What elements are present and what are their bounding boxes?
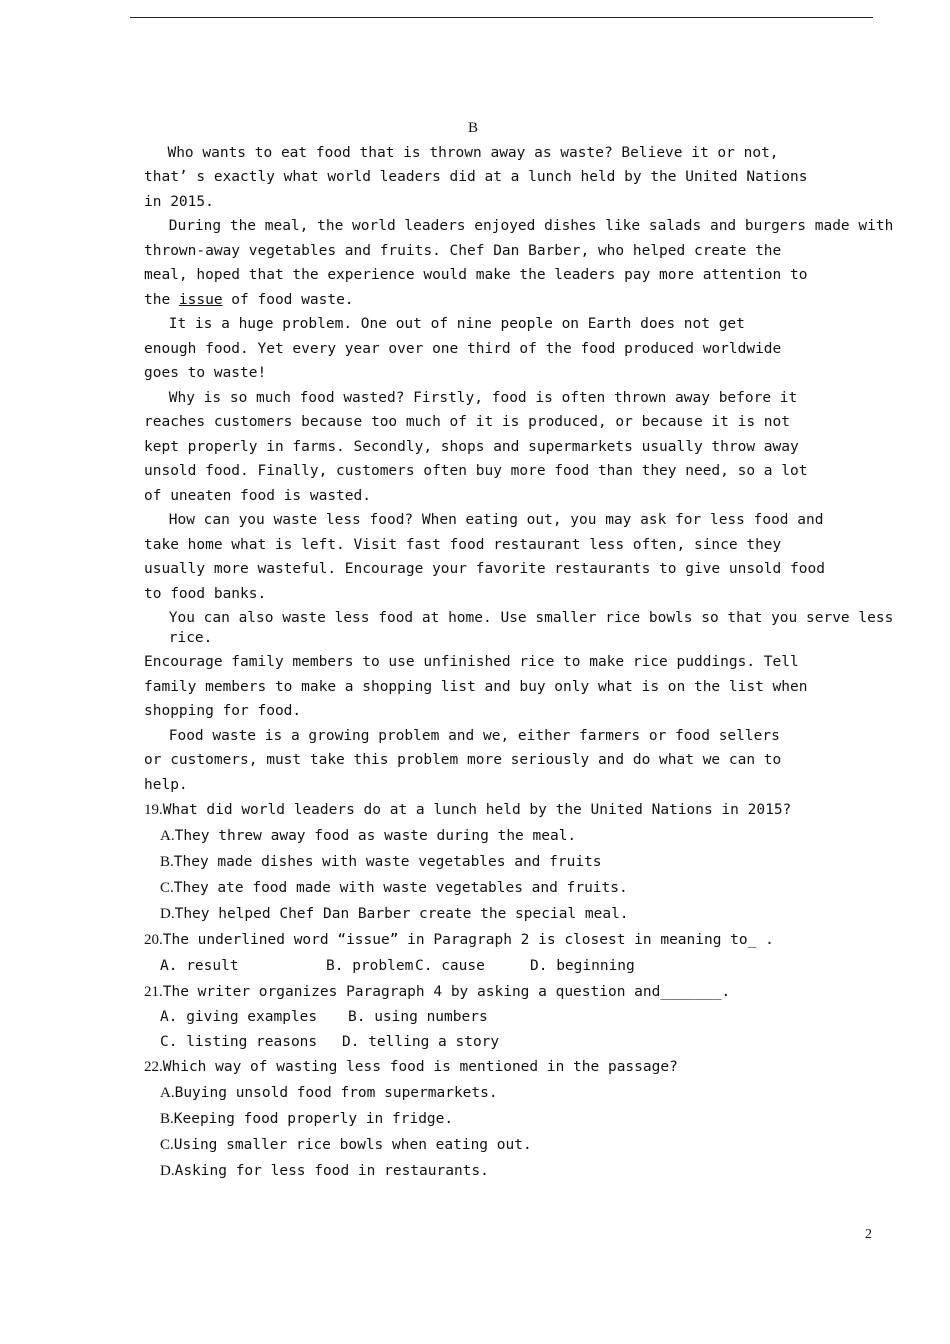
passage-line: rice. <box>160 630 213 646</box>
option-label: C. <box>160 880 174 896</box>
option-19c <box>160 878 628 898</box>
passage-line: or customers, must take this problem more seriously and do what we can to <box>144 752 782 768</box>
question-number: 20. <box>144 932 163 948</box>
passage-line: During the meal, the world leaders enjoyed dishes like salads and burgers made with <box>160 218 894 234</box>
passage-line: Why is so much food wasted? Firstly, food is often thrown away before it <box>160 390 798 406</box>
option-label: A. <box>160 828 175 844</box>
option-22a <box>160 1083 498 1103</box>
question-text: What did world leaders do at a lunch held by the United Nations in 2015? <box>162 802 792 818</box>
option-22c <box>160 1135 532 1155</box>
question-19 <box>144 800 791 820</box>
option-20c: C. cause <box>415 958 485 974</box>
passage-line: thrown-away vegetables and fruits. Chef Dan Barber, who helped create the <box>144 243 782 259</box>
option-19a <box>160 826 576 846</box>
question-text: The underlined word “issue” in Paragraph 2 is closest in meaning to_ . <box>162 932 774 948</box>
option-21b: B. using numbers <box>348 1009 488 1025</box>
option-19b <box>160 852 602 872</box>
option-20a: A. result <box>160 958 239 974</box>
option-text: They helped Chef Dan Barber create the special meal. <box>174 906 629 922</box>
passage-line: Who wants to eat food that is thrown away as waste? Believe it or not, <box>150 145 779 161</box>
option-19d <box>160 904 629 924</box>
option-label: A. <box>160 1085 175 1101</box>
passage-line: kept properly in farms. Secondly, shops and supermarkets usually throw away <box>144 439 799 455</box>
passage-line: that’ s exactly what world leaders did at a lunch held by the United Nations <box>144 169 808 185</box>
passage-line <box>144 290 354 310</box>
header-rule <box>130 17 873 18</box>
question-22 <box>144 1057 678 1077</box>
option-text: They made dishes with waste vegetables and fruits <box>173 854 602 870</box>
question-20 <box>144 930 774 950</box>
option-text: Buying unsold food from supermarkets. <box>174 1085 498 1101</box>
passage-line: help. <box>144 777 188 793</box>
passage-line: family members to make a shopping list and buy only what is on the list when <box>144 679 808 695</box>
question-number: 21. <box>144 984 163 1000</box>
option-text: Using smaller rice bowls when eating out. <box>173 1137 532 1153</box>
section-title: B <box>468 120 479 136</box>
passage-line: in 2015. <box>144 194 214 210</box>
underlined-word-issue: issue <box>178 292 223 308</box>
option-text: They ate food made with waste vegetables and fruits. <box>173 880 628 896</box>
option-21d: D. telling a story <box>342 1034 500 1050</box>
option-label: D. <box>160 906 175 922</box>
passage-line: reaches customers because too much of it is produced, or because it is not <box>144 414 791 430</box>
option-20b: B. problem <box>326 958 414 974</box>
passage-line: of uneaten food is wasted. <box>144 488 371 504</box>
option-22b <box>160 1109 453 1129</box>
option-label: B. <box>160 1111 174 1127</box>
page-number: 2 <box>865 1227 872 1242</box>
passage-line: goes to waste! <box>144 365 267 381</box>
question-text: Which way of wasting less food is mentioned in the passage? <box>162 1059 678 1075</box>
option-21a: A. giving examples <box>160 1009 318 1025</box>
passage-text: the <box>144 292 179 308</box>
passage-line: shopping for food. <box>144 703 302 719</box>
passage-text: of food waste. <box>222 292 354 308</box>
question-text: The writer organizes Paragraph 4 by asking a question and_______. <box>162 984 731 1000</box>
passage-line: How can you waste less food? When eating out, you may ask for less food and <box>160 512 824 528</box>
option-22d <box>160 1161 489 1181</box>
passage-line: Encourage family members to use unfinished rice to make rice puddings. Tell <box>144 654 799 670</box>
passage-line: unsold food. Finally, customers often buy more food than they need, so a lot <box>144 463 808 479</box>
option-text: Keeping food properly in fridge. <box>173 1111 454 1127</box>
passage-line: take home what is left. Visit fast food restaurant less often, since they <box>144 537 782 553</box>
passage-line: It is a huge problem. One out of nine people on Earth does not get <box>160 316 745 332</box>
option-text: They threw away food as waste during the meal. <box>174 828 577 844</box>
option-text: Asking for less food in restaurants. <box>174 1163 489 1179</box>
passage-line: Food waste is a growing problem and we, either farmers or food sellers <box>160 728 780 744</box>
passage-line: to food banks. <box>144 586 267 602</box>
option-label: B. <box>160 854 174 870</box>
option-21c: C. listing reasons <box>160 1034 318 1050</box>
passage-line: You can also waste less food at home. Use smaller rice bowls so that you serve less <box>160 610 894 626</box>
passage-line: usually more wasteful. Encourage your favorite restaurants to give unsold food <box>144 561 825 577</box>
passage-line: meal, hoped that the experience would make the leaders pay more attention to <box>144 267 808 283</box>
question-21 <box>144 982 730 1002</box>
option-label: C. <box>160 1137 174 1153</box>
question-number: 19. <box>144 802 163 818</box>
option-label: D. <box>160 1163 175 1179</box>
passage-line: enough food. Yet every year over one third of the food produced worldwide <box>144 341 782 357</box>
option-20d: D. beginning <box>530 958 635 974</box>
question-number: 22. <box>144 1059 163 1075</box>
